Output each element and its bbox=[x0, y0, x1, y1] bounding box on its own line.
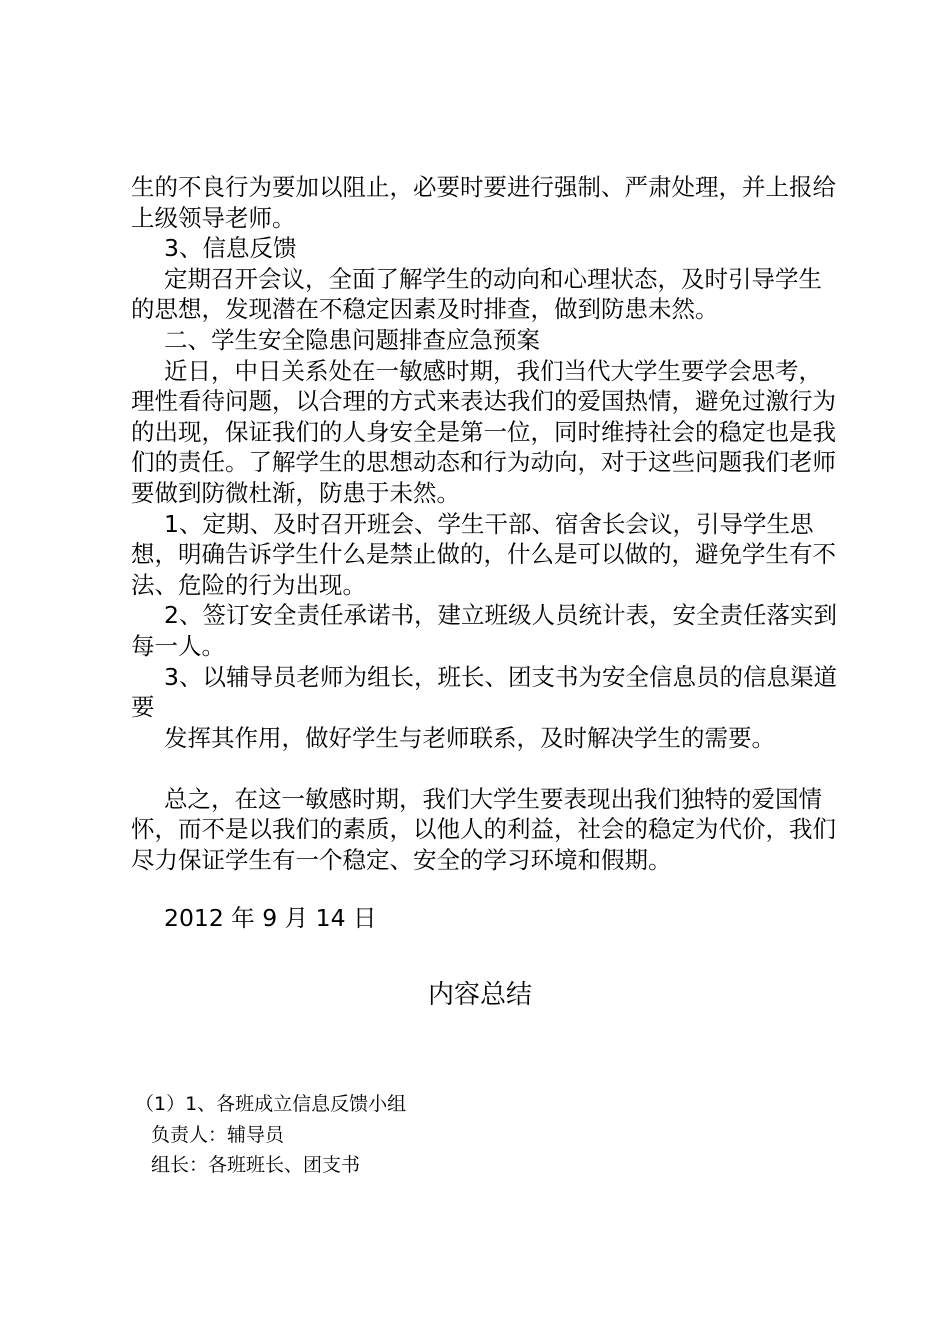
section-heading: 二、学生安全隐患问题排查应急预案 bbox=[164, 325, 540, 354]
summary-title: 内容总结 bbox=[427, 980, 532, 1010]
paragraph: 3、信息反馈 bbox=[164, 234, 297, 263]
summary-item: 负责人：辅导员 bbox=[151, 1123, 285, 1146]
paragraph: 2、签订安全责任承诺书，建立班级人员统计表，安全责任落实到每一人。 bbox=[131, 601, 837, 660]
paragraph: 3、以辅导员老师为组长，班长、团支书为安全信息员的信息渠道要 bbox=[131, 662, 837, 722]
summary-item: 组长：各班班长、团支书 bbox=[151, 1154, 361, 1176]
document-body bbox=[131, 172, 843, 876]
paragraph: 近日，中日关系处在一敏感时期，我们当代大学生要学会思考，理性看待问题，以合理的方式来表达我们的爱国热情，避免过激行为的出现，保证我们的人身安全是第一位，同时维持社会的稳定也是我们的责任。了解学生的思想动态和行为动向，对于这些问题我们老师要做到防微杜渐，防患于未然。 bbox=[131, 356, 836, 507]
paragraph-spacer bbox=[131, 753, 843, 784]
conclusion-paragraph: 总之，在这一敏感时期，我们大学生要表现出我们独特的爱国情怀，而不是以我们的素质，以他人的利益，社会的稳定为代价，我们尽力保证学生有一个稳定、安全的学习环境和假期。 bbox=[131, 784, 836, 875]
paragraph: 1、定期、及时召开班会、学生干部、宿舍长会议，引导学生思想，明确告诉学生什么是禁止做的，什么是可以做的，避免学生有不法、危险的行为出现。 bbox=[131, 509, 836, 599]
paragraph: 发挥其作用，做好学生与老师联系，及时解决学生的需要。 bbox=[164, 723, 775, 752]
paragraph: 定期召开会议，全面了解学生的动向和心理状态，及时引导学生的思想，发现潜在不稳定因素及时排查，做到防患未然。 bbox=[131, 264, 822, 324]
document-date: 2012 年 9 月 14 日 bbox=[164, 904, 377, 932]
summary-list bbox=[135, 1089, 406, 1181]
summary-item: （1）1、各班成立信息反馈小组 bbox=[135, 1093, 407, 1115]
paragraph: 生的不良行为要加以阻止，必要时要进行强制、严肃处理，并上报给上级领导老师。 bbox=[131, 173, 836, 232]
